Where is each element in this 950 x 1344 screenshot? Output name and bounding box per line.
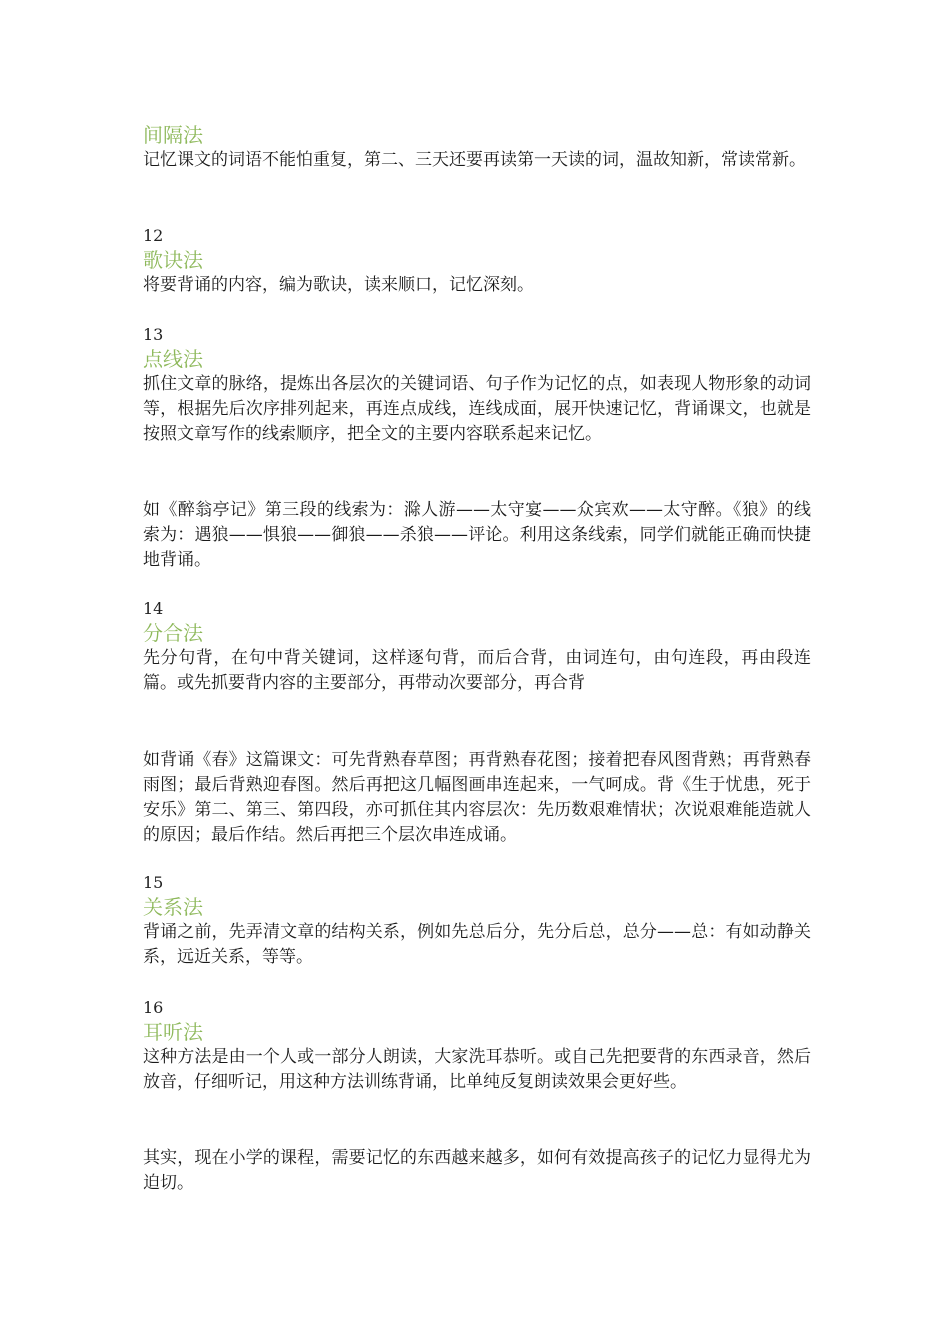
section-paragraph: 记忆课文的词语不能怕重复，第二、三天还要再读第一天读的词，温故知新，常读常新。 — [143, 150, 806, 170]
section-paragraph: 背诵之前，先弄清文章的结构关系，例如先总后分，先分后总，总分——总：有如动静关系，远近关系，等等。 — [143, 922, 811, 967]
section-13 — [143, 324, 811, 447]
section-paragraph: 将要背诵的内容，编为歌诀，读来顺口，记忆深刻。 — [143, 275, 534, 295]
section-number: 13 — [143, 325, 164, 344]
section-paragraph: 抓住文章的脉络，提炼出各层次的关键词语、句子作为记忆的点，如表现人物形象的动词等，根据先后次序排列起来，再连点成线，连线成面，展开快速记忆，背诵课文，也就是按照文章写作的线索顺序，把全文的主要内容联系起来记忆。 — [143, 374, 811, 444]
closing-block — [143, 1146, 811, 1196]
section-14-example — [143, 748, 811, 848]
section-title: 关系法 — [143, 895, 203, 919]
section-number: 14 — [143, 599, 164, 618]
section-16 — [143, 997, 811, 1095]
section-paragraph: 如背诵《春》这篇课文：可先背熟春草图；再背熟春花图；接着把春风图背熟；再背熟春雨图；最后背熟迎春图。然后再把这几幅图画串连起来，一气呵成。背《生于忧患，死于安乐》第二、第三、第四段，亦可抓住其内容层次：先历数艰难情状；次说艰难能造就人的原因；最后作结。然后再把三个层次串连成诵。 — [143, 750, 811, 845]
section-number: 16 — [143, 998, 164, 1017]
section-12 — [143, 225, 811, 298]
section-14 — [143, 598, 811, 696]
section-number: 15 — [143, 873, 164, 892]
section-13-example — [143, 498, 811, 573]
closing-paragraph: 其实，现在小学的课程，需要记忆的东西越来越多，如何有效提高孩子的记忆力显得尤为迫切。 — [143, 1148, 811, 1193]
section-paragraph: 这种方法是由一个人或一部分人朗读，大家洗耳恭听。或自己先把要背的东西录音，然后放音，仔细听记，用这种方法训练背诵，比单纯反复朗读效果会更好些。 — [143, 1047, 811, 1092]
section-title: 点线法 — [143, 347, 203, 371]
section-interval-method — [143, 122, 811, 173]
section-title: 耳听法 — [143, 1020, 203, 1044]
section-paragraph: 如《醉翁亭记》第三段的线索为：滁人游——太守宴——众宾欢——太守醉。《狼》的线索为：遇狼——惧狼——御狼——杀狼——评论。利用这条线索，同学们就能正确而快捷地背诵。 — [143, 500, 811, 570]
section-paragraph: 先分句背，在句中背关键词，这样逐句背，而后合背，由词连句，由句连段，再由段连篇。或先抓要背内容的主要部分，再带动次要部分，再合背 — [143, 648, 811, 693]
section-15 — [143, 872, 811, 970]
section-title: 分合法 — [143, 621, 203, 645]
section-title: 歌诀法 — [143, 248, 203, 272]
section-title: 间隔法 — [143, 123, 203, 147]
section-number: 12 — [143, 226, 164, 245]
